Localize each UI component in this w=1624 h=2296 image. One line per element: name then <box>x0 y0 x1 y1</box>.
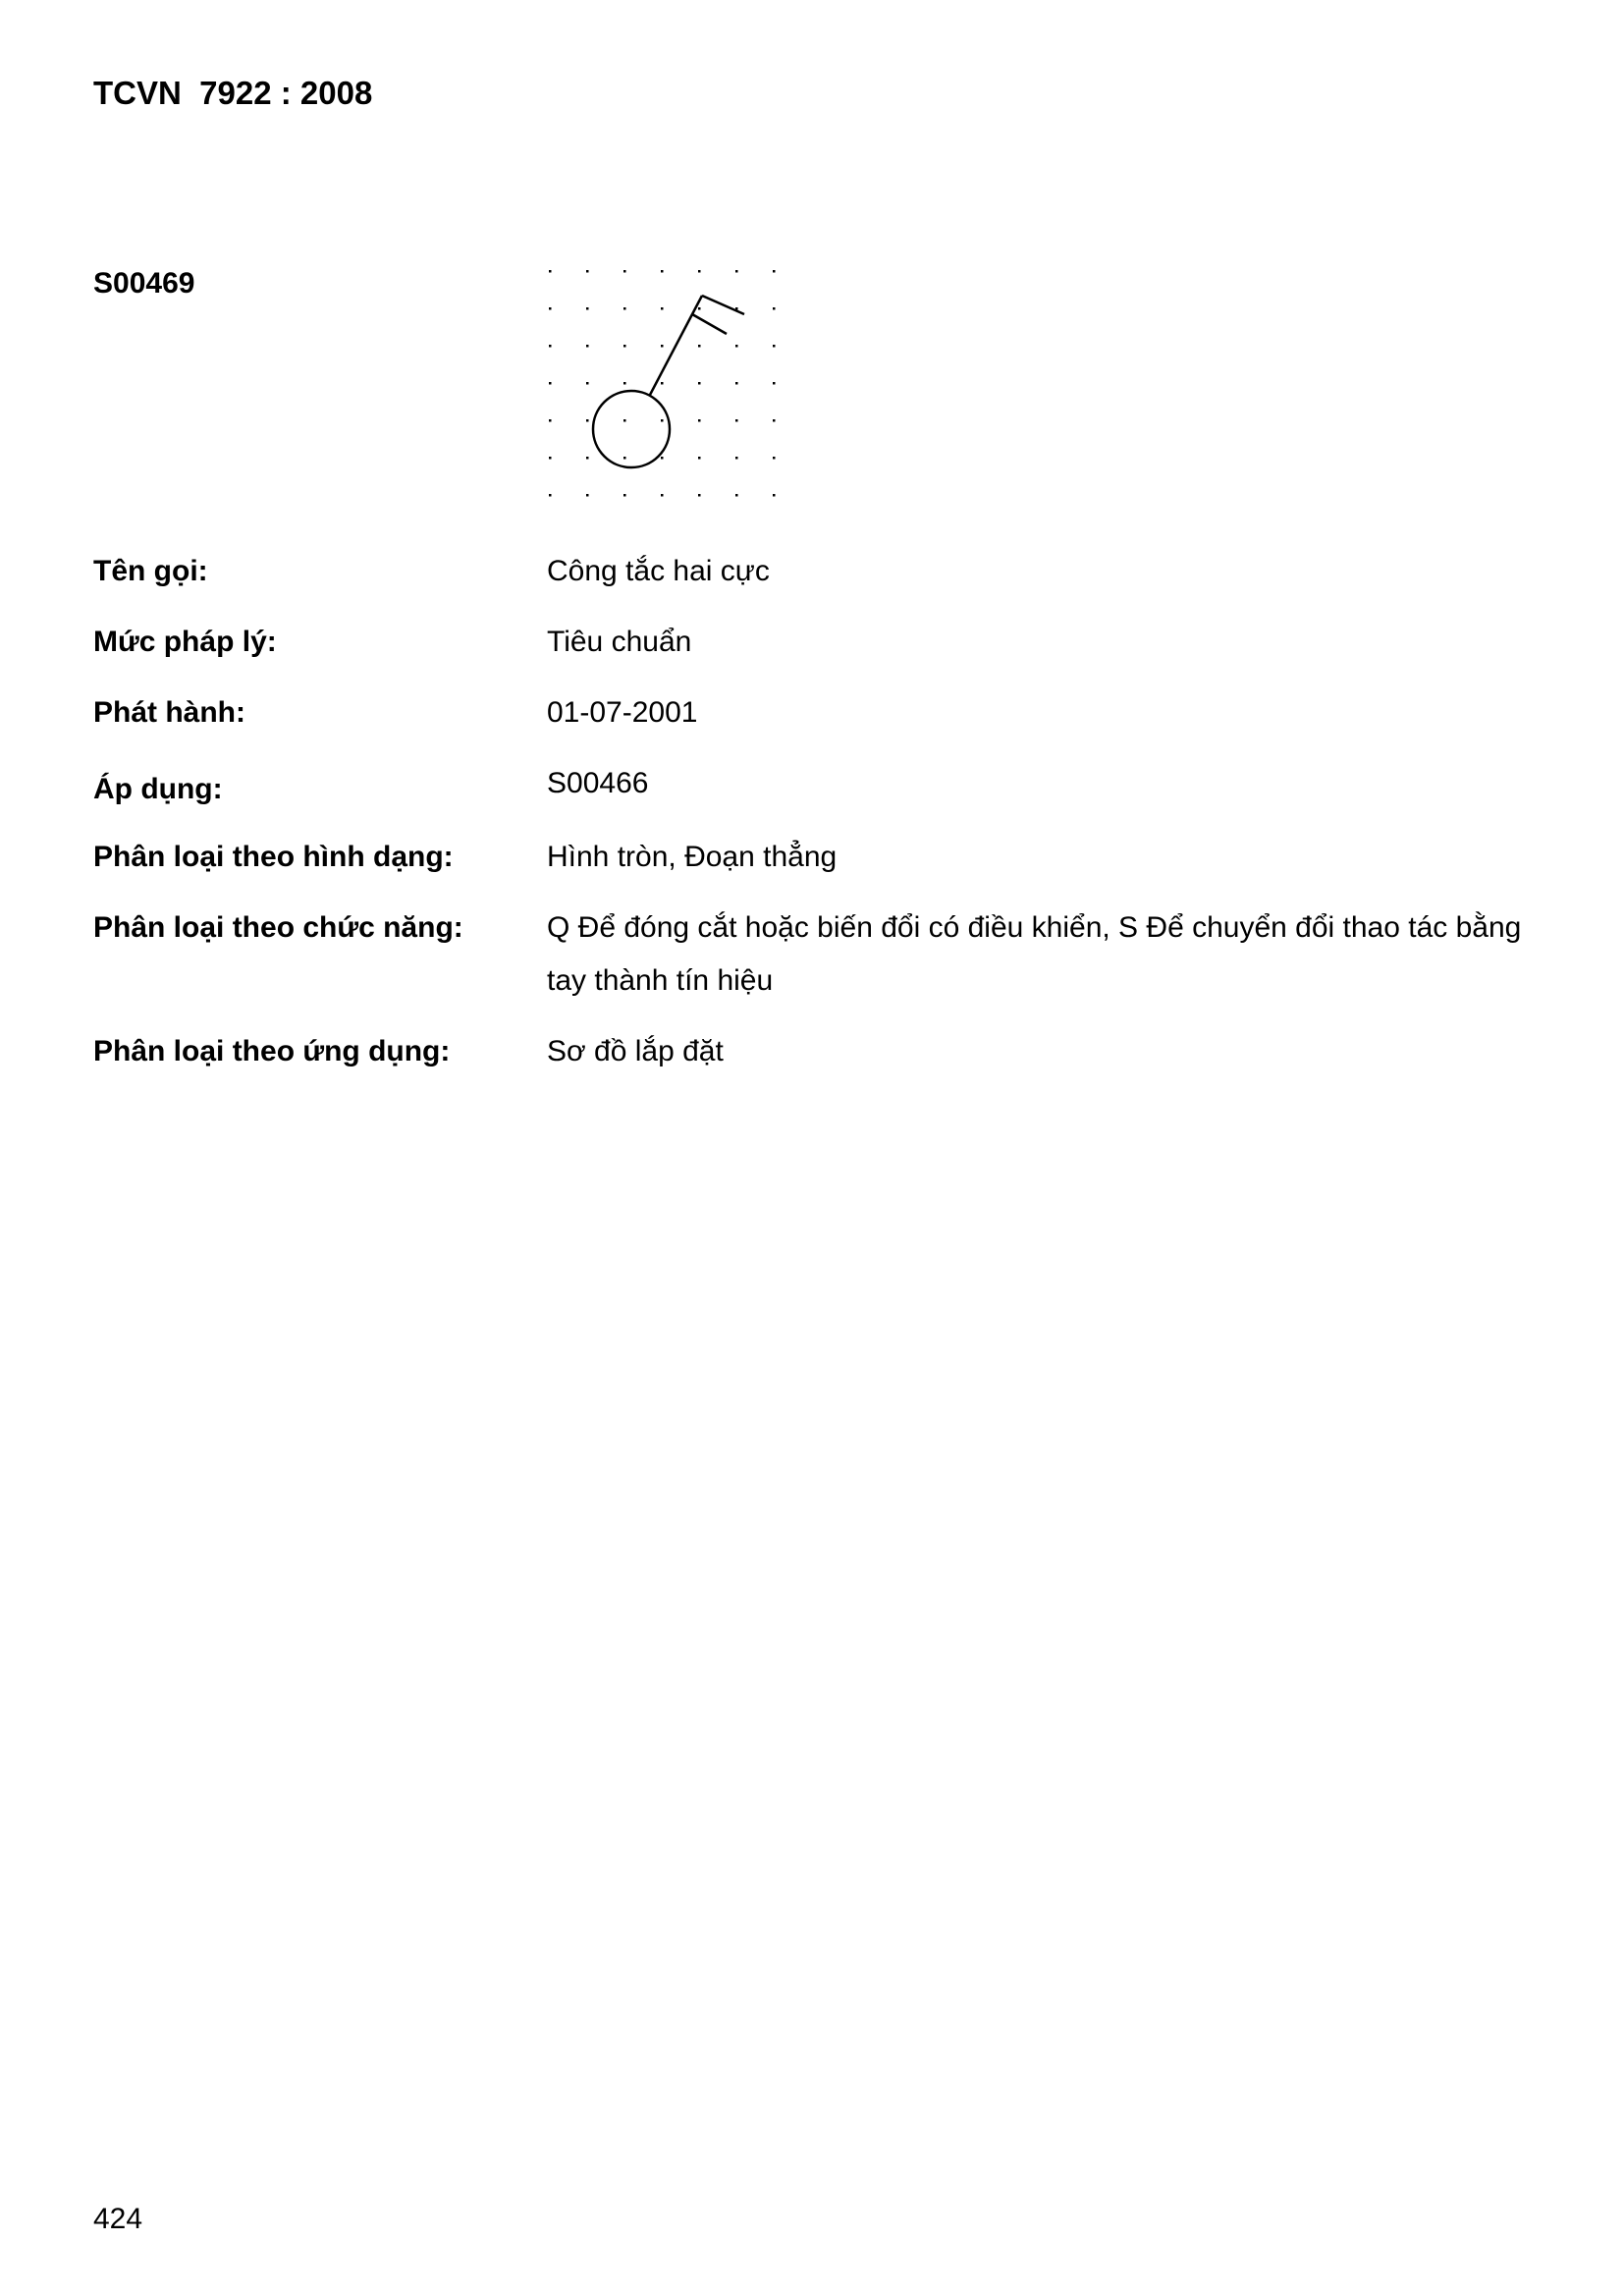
grid-dot <box>661 494 664 497</box>
property-row <box>93 545 1527 598</box>
grid-dot <box>698 457 701 460</box>
grid-dot <box>773 307 776 310</box>
grid-dot <box>623 382 626 385</box>
property-value: Hình tròn, Đoạn thẳng <box>547 841 838 873</box>
grid-dot <box>549 419 552 422</box>
grid-dot <box>735 270 738 273</box>
grid-dot <box>698 345 701 348</box>
property-label: Phân loại theo hình dạng: <box>93 841 454 873</box>
grid-dot <box>586 419 589 422</box>
grid-dot <box>773 345 776 348</box>
property-label: Phát hành: <box>93 696 245 729</box>
property-row <box>93 757 1527 810</box>
grid-dot <box>661 419 664 422</box>
grid-dot <box>586 457 589 460</box>
grid-dot <box>549 345 552 348</box>
grid-dot <box>549 382 552 385</box>
grid-dot <box>623 419 626 422</box>
grid-dot <box>661 382 664 385</box>
property-list <box>93 545 1527 1078</box>
property-row <box>93 831 1527 884</box>
grid-dot <box>586 494 589 497</box>
grid-dot <box>735 382 738 385</box>
property-label: Áp dụng: <box>93 773 223 805</box>
grid-dot <box>623 457 626 460</box>
grid-dot <box>735 457 738 460</box>
property-label: Phân loại theo ứng dụng: <box>93 1035 451 1067</box>
grid-dot <box>773 457 776 460</box>
property-label: Phân loại theo chức năng: <box>93 911 463 944</box>
two-pole-switch-icon <box>540 263 805 514</box>
property-value: 01-07-2001 <box>547 696 698 729</box>
grid-dot <box>773 419 776 422</box>
grid-dot <box>735 494 738 497</box>
property-value: Sơ đồ lắp đặt <box>547 1035 724 1067</box>
switch-pole-one <box>702 296 744 314</box>
switch-pole-two <box>692 314 727 334</box>
property-row <box>93 686 1527 739</box>
switch-drawing <box>593 296 744 467</box>
property-row <box>93 616 1527 669</box>
grid-dot <box>549 307 552 310</box>
grid-dot <box>549 457 552 460</box>
grid-dot <box>661 345 664 348</box>
switch-circle <box>593 391 670 467</box>
grid-dot <box>773 270 776 273</box>
grid-dot <box>698 419 701 422</box>
grid-dot <box>698 270 701 273</box>
grid-dot <box>773 494 776 497</box>
grid-dot <box>623 307 626 310</box>
grid-dot <box>698 494 701 497</box>
property-label: Tên gọi: <box>93 555 208 587</box>
property-row <box>93 1025 1527 1078</box>
grid-dot <box>735 345 738 348</box>
property-row <box>93 902 1527 1008</box>
grid-dot <box>586 307 589 310</box>
symbol-figure <box>540 263 805 514</box>
grid-dot <box>586 270 589 273</box>
property-value: S00466 <box>547 767 649 799</box>
grid-dot <box>586 382 589 385</box>
symbol-code: S00469 <box>93 267 195 300</box>
grid-dot <box>623 345 626 348</box>
document-header: TCVN 7922 : 2008 <box>93 75 373 111</box>
switch-lever <box>650 296 702 395</box>
property-label: Mức pháp lý: <box>93 626 277 658</box>
grid-dot <box>661 457 664 460</box>
property-value: Công tắc hai cực <box>547 555 770 587</box>
grid-dot <box>698 307 701 310</box>
grid-dot <box>549 494 552 497</box>
grid-dot <box>773 382 776 385</box>
grid-dot <box>661 270 664 273</box>
grid-dots <box>549 270 776 497</box>
grid-dot <box>698 382 701 385</box>
property-value: Q Để đóng cắt hoặc biến đổi có điều khiển, S Để chuyển đổi thao tác bằng tay thành tín hiệu <box>547 911 1522 997</box>
grid-dot <box>661 307 664 310</box>
page-number: 424 <box>93 2203 143 2235</box>
grid-dot <box>549 270 552 273</box>
property-value: Tiêu chuẩn <box>547 626 692 658</box>
grid-dot <box>623 270 626 273</box>
grid-dot <box>735 419 738 422</box>
grid-dot <box>586 345 589 348</box>
grid-dot <box>623 494 626 497</box>
